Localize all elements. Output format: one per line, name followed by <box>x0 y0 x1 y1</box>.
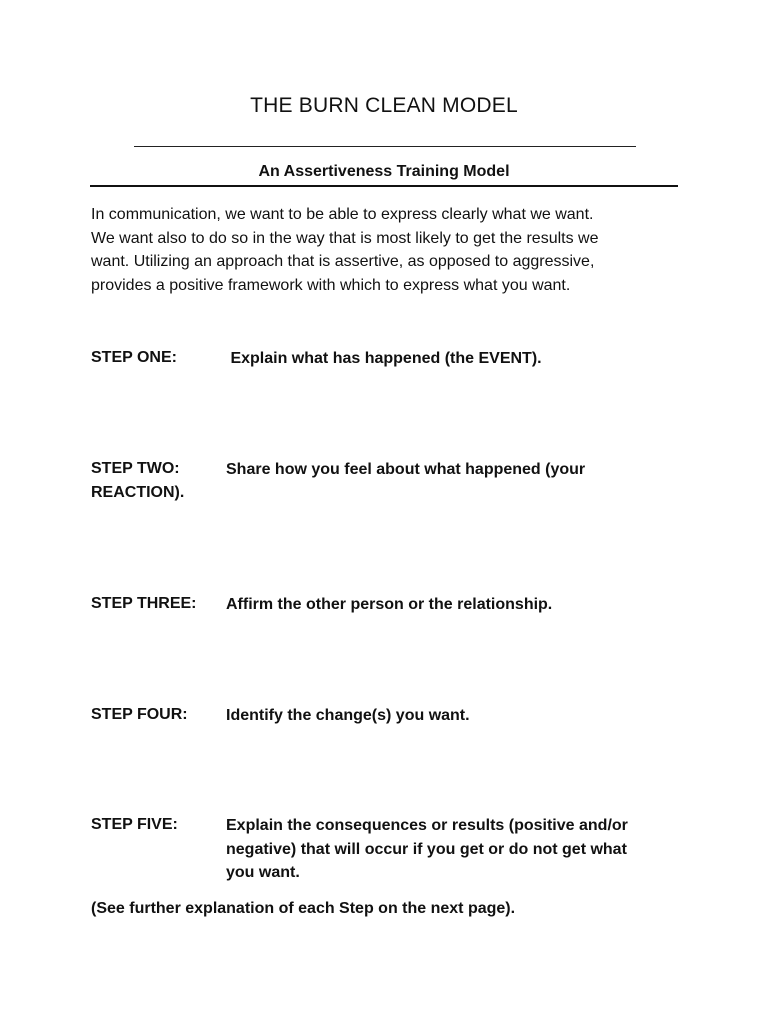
step-two-label: STEP TWO: <box>91 460 180 477</box>
step-five-line: you want. <box>226 864 300 881</box>
step-one-text: Explain what has happened (the EVENT). <box>226 350 542 367</box>
title-underline <box>134 146 636 147</box>
intro-line: We want also to do so in the way that is most likely to get the results we <box>91 229 599 247</box>
step-five-label: STEP FIVE: <box>91 816 178 833</box>
step-five-text <box>226 814 676 885</box>
step-one-label: STEP ONE: <box>91 349 177 366</box>
document-title: THE BURN CLEAN MODEL <box>250 94 518 117</box>
step-three-text: Affirm the other person or the relationship. <box>226 596 553 613</box>
step-five-line: Explain the consequences or results (positive and/or <box>226 817 628 834</box>
step-two-text: Share how you feel about what happened (your <box>226 461 586 478</box>
intro-paragraph <box>91 203 671 297</box>
intro-line: provides a positive framework with which to express what you want. <box>91 276 571 294</box>
step-four-text: Identify the change(s) you want. <box>226 707 470 724</box>
step-two-continuation: REACTION). <box>91 484 185 501</box>
intro-line: In communication, we want to be able to express clearly what we want. <box>91 206 594 223</box>
footnote: (See further explanation of each Step on the next page). <box>91 900 516 917</box>
step-three-label: STEP THREE: <box>91 595 197 612</box>
step-four-label: STEP FOUR: <box>91 706 188 723</box>
intro-line: want. Utilizing an approach that is assertive, as opposed to aggressive, <box>91 253 595 270</box>
step-five-line: negative) that will occur if you get or do not get what <box>226 840 627 858</box>
subtitle-underline <box>90 185 678 187</box>
document-subtitle: An Assertiveness Training Model <box>258 163 510 180</box>
